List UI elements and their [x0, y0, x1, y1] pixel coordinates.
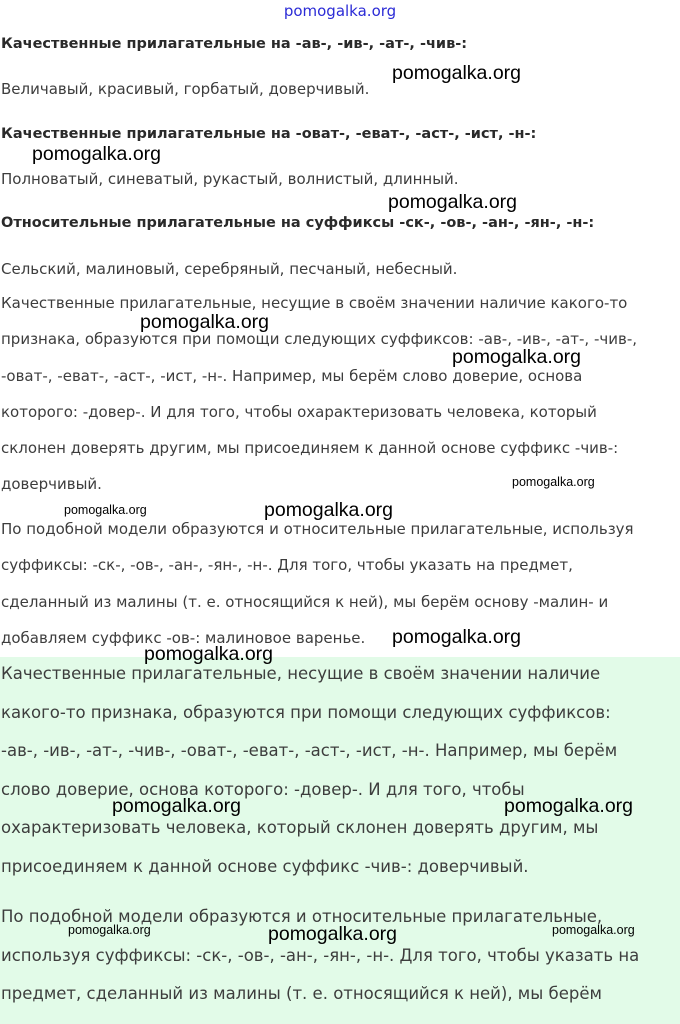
highlighted-line: предмет, сделанный из малины (т. е. относящийся к ней), мы берём — [1, 984, 602, 1003]
watermark: pomogalka.org — [392, 62, 521, 84]
highlighted-line: какого-то признака, образуются при помощи следующих суффиксов: — [1, 702, 611, 722]
highlighted-line: Качественные прилагательные, несущие в своём значении наличие — [1, 664, 601, 683]
highlighted-line: охарактеризовать человека, который склонен доверять другим, мы — [1, 818, 599, 837]
paragraph-1 — [1, 285, 680, 503]
highlighted-line: -ав-, -ив-, -ат-, -чив-, -оват-, -еват-, -аст-, -ист, -н-. Например, мы берём — [1, 741, 618, 760]
highlighted-line: используя суффиксы: -ск-, -ов-, -ан-, -ян-, -н-. Для того, чтобы указать на — [1, 945, 640, 965]
paragraph-1-line: доверчивый. — [1, 475, 102, 494]
highlighted-line: присоединяем к данной основе суффикс -чив-: доверчивый. — [1, 856, 529, 876]
highlighted-paragraph-1 — [1, 655, 617, 886]
watermark: pomogalka.org — [140, 311, 269, 333]
watermark: pomogalka.org — [268, 923, 397, 945]
paragraph-2-line: добавляем суффикс -ов-: малиновое варенье. — [1, 628, 366, 647]
paragraph-2-line: По подобной модели образуются и относительные прилагательные, используя — [1, 520, 634, 538]
paragraph-2-line: суффиксы: -ск-, -ов-, -ан-, -ян-, -н-. Для того, чтобы указать на предмет, — [1, 556, 573, 575]
section-3-heading: Относительные прилагательные на суффиксы -ск-, -ов-, -ан-, -ян-, -н-: — [1, 215, 595, 231]
watermark: pomogalka.org — [504, 795, 633, 817]
highlighted-paragraph-2 — [1, 898, 639, 1014]
paragraph-2 — [1, 511, 680, 656]
section-3-text: Сельский, малиновый, серебряный, песчаный, небесный. — [1, 260, 458, 278]
watermark: pomogalka.org — [112, 795, 241, 817]
paragraph-1-line: Качественные прилагательные, несущие в своём значении наличие какого-то — [1, 294, 628, 312]
watermark: pomogalka.org — [64, 503, 147, 517]
header-watermark: pomogalka.org — [283, 2, 397, 20]
watermark: pomogalka.org — [264, 499, 393, 521]
watermark: pomogalka.org — [388, 191, 517, 213]
paragraph-1-line: -оват-, -еват-, -аст-, -ист, -н-. Например, мы берём слово доверие, основа — [1, 366, 583, 385]
highlighted-line: слово доверие, основа которого: -довер-. И для того, чтобы — [1, 779, 525, 799]
watermark: pomogalka.org — [452, 346, 581, 368]
paragraph-1-line: признака, образуются при помощи следующих суффиксов: -ав-, -ив-, -ат-, -чив-, — [1, 330, 638, 349]
watermark: pomogalka.org — [68, 923, 151, 937]
watermark: pomogalka.org — [552, 923, 635, 937]
watermark: pomogalka.org — [392, 626, 521, 648]
paragraph-1-line: склонен доверять другим, мы присоединяем к данной основе суффикс -чив-: — [1, 439, 619, 458]
section-2-heading: Качественные прилагательные на -оват-, -еват-, -аст-, -ист, -н-: — [1, 126, 537, 142]
paragraph-2-line: сделанный из малины (т. е. относящийся к ней), мы берём основу -малин- и — [1, 592, 609, 611]
watermark: pomogalka.org — [512, 475, 595, 489]
section-2-text: Полноватый, синеватый, рукастый, волнистый, длинный. — [1, 170, 459, 188]
watermark: pomogalka.org — [144, 643, 273, 665]
paragraph-1-line: которого: -довер-. И для того, чтобы охарактеризовать человека, который — [1, 402, 597, 421]
watermark: pomogalka.org — [32, 143, 161, 165]
section-1-heading: Качественные прилагательные на -ав-, -ив-, -ат-, -чив-: — [1, 36, 468, 52]
highlighted-line: По подобной модели образуются и относительные прилагательные, — [1, 907, 603, 926]
highlighted-block — [0, 657, 680, 1024]
section-1-text: Величавый, красивый, горбатый, доверчивый. — [1, 80, 370, 98]
